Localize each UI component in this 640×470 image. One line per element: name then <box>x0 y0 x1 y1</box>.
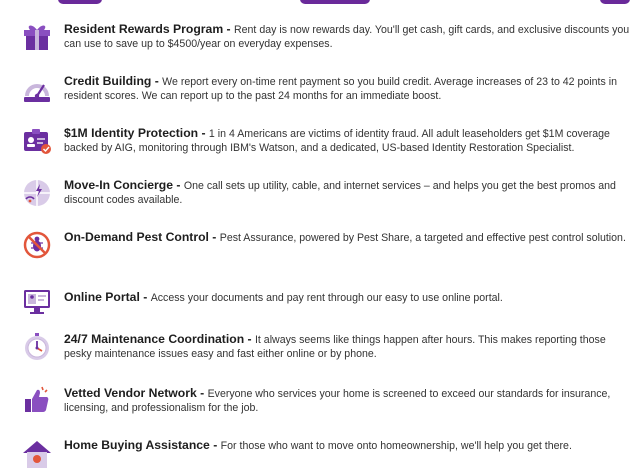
benefit-item <box>20 384 630 418</box>
benefit-description: 1 in 4 Americans are victims of identity fraud. All adult leaseholders get $1M coverage backed by AIG, monitoring through IBM's Watson, and a dedicated, US-based Identity Restoration Specialist. <box>64 128 610 155</box>
strip-shape <box>58 0 102 4</box>
benefit-description: It always seems like things happen after hours. This makes reporting those pesky maintenance issues easy and fast either online or by phone. <box>64 334 606 361</box>
benefit-item <box>20 436 630 470</box>
benefit-title: 24/7 Maintenance Coordination - <box>64 332 255 346</box>
benefit-item <box>20 330 630 364</box>
monitor-portal-icon <box>20 284 54 318</box>
identity-badge-icon <box>20 124 54 158</box>
benefit-description: Access your documents and pay rent through our easy to use online portal. <box>150 292 503 304</box>
benefit-item <box>20 284 630 318</box>
benefit-description: Pest Assurance, powered by Pest Share, a targeted and effective pest control solution. <box>219 232 626 244</box>
concierge-services-icon <box>20 176 54 210</box>
benefit-item <box>20 72 630 106</box>
benefit-description: Everyone who services your home is screened to exceed our standards for insurance, licensing, and professionalism for the job. <box>64 388 611 415</box>
benefit-title: Move-In Concierge - <box>64 178 184 192</box>
benefit-description: One call sets up utility, cable, and internet services – and helps you get the best promos and discount codes available. <box>64 180 616 207</box>
benefit-item <box>20 228 630 262</box>
top-decorative-strip <box>0 0 640 8</box>
benefit-title: Resident Rewards Program - <box>64 22 234 36</box>
strip-shape <box>300 0 370 4</box>
benefit-item <box>20 176 630 210</box>
benefit-item <box>20 124 630 158</box>
credit-gauge-icon <box>20 72 54 106</box>
strip-shape <box>600 0 630 4</box>
benefit-title: Online Portal - <box>64 290 151 304</box>
benefit-title: On-Demand Pest Control - <box>64 230 220 244</box>
no-pest-icon <box>20 228 54 262</box>
home-icon <box>20 436 54 470</box>
clock-icon <box>20 330 54 364</box>
benefit-item <box>20 20 630 54</box>
benefit-description: For those who want to move onto homeownership, we'll help you get there. <box>220 440 572 452</box>
benefit-title: Credit Building - <box>64 74 163 88</box>
benefit-description: Rent day is now rewards day. You'll get cash, gift cards, and exclusive discounts you can use to save up to $4500/year on everyday expenses. <box>64 24 630 51</box>
thumbs-up-icon <box>20 384 54 418</box>
benefit-title: Home Buying Assistance - <box>64 438 221 452</box>
gift-icon <box>20 20 54 54</box>
benefit-description: We report every on-time rent payment so you build credit. Average increases of 23 to 42 points in resident scores. We can report up to the past 24 months for an immediate boost. <box>64 76 617 103</box>
benefit-title: Vetted Vendor Network - <box>64 386 208 400</box>
benefit-title: $1M Identity Protection - <box>64 126 209 140</box>
